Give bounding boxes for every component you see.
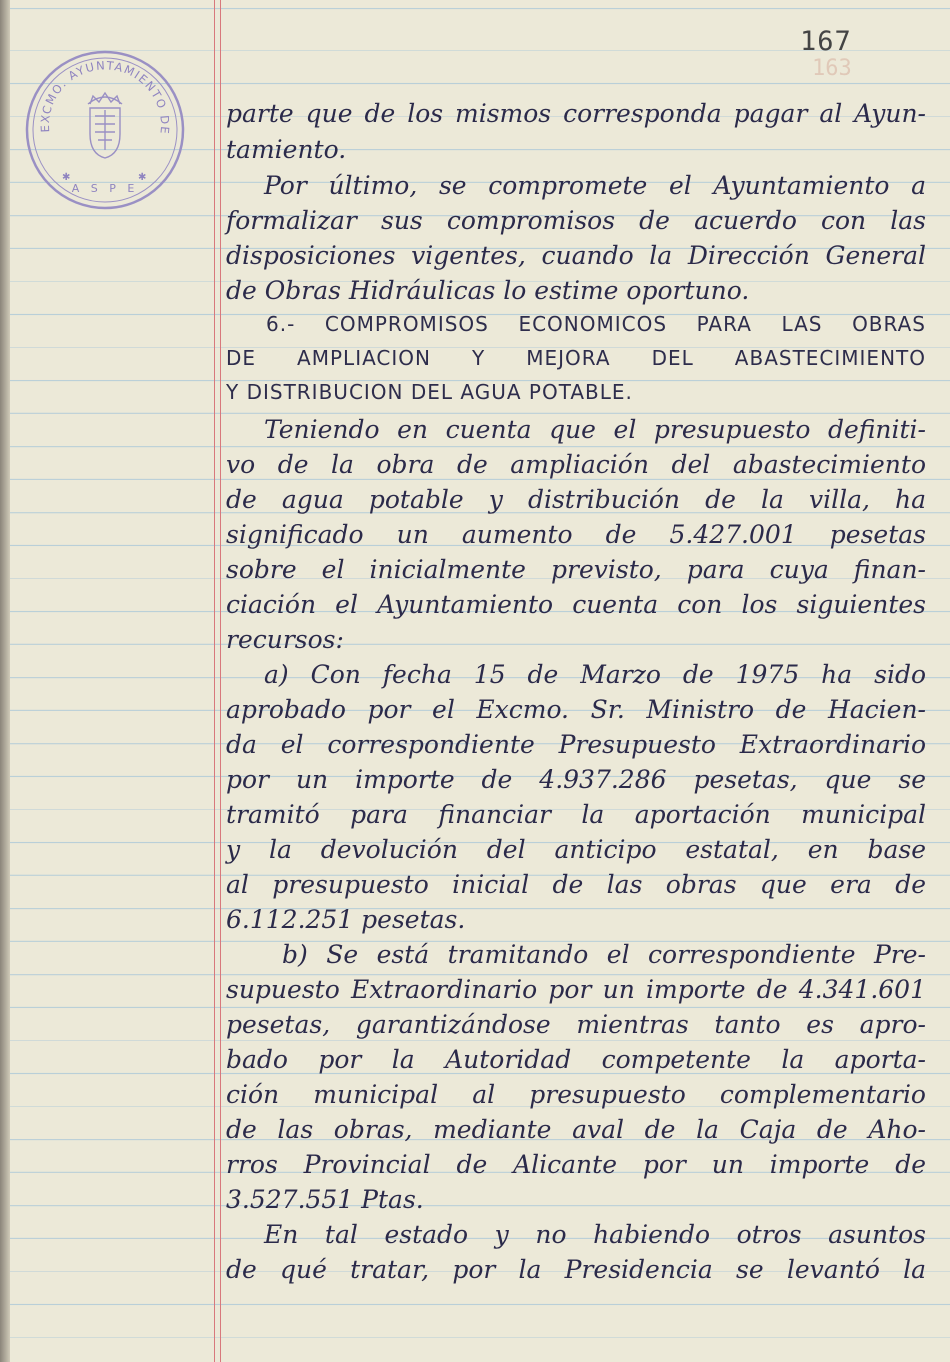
seal-bottom-text: A S P E xyxy=(71,182,139,195)
text-line: aprobado por el Excmo. Sr. Ministro de Hacien- xyxy=(226,695,926,724)
page-binding-edge xyxy=(0,0,10,1362)
text-line: a) Con fecha 15 de Marzo de 1975 ha sido xyxy=(264,660,926,689)
margin-line xyxy=(220,0,221,1362)
text-line: supuesto Extraordinario por un importe de 4.341.601 xyxy=(226,975,926,1004)
text-line: y la devolución del anticipo estatal, en base xyxy=(226,835,926,864)
text-line: ciación el Ayuntamiento cuenta con los siguientes xyxy=(226,590,926,619)
text-line: 3.527.551 Ptas. xyxy=(226,1185,424,1214)
text-line: da el correspondiente Presupuesto Extraordinario xyxy=(226,730,926,759)
text-line: ción municipal al presupuesto complementario xyxy=(226,1080,926,1109)
section-heading-line: 6.- COMPROMISOS ECONOMICOS PARA LAS OBRAS xyxy=(266,312,926,336)
text-line: de qué tratar, por la Presidencia se levantó la xyxy=(226,1255,926,1284)
text-line: de agua potable y distribución de la villa, ha xyxy=(226,485,926,514)
text-line: Teniendo en cuenta que el presupuesto definiti- xyxy=(264,415,926,444)
bleed-through-page-number: 163 xyxy=(812,56,852,81)
text-line: recursos: xyxy=(226,625,344,654)
text-line: parte que de los mismos corresponda pagar al Ayun- xyxy=(226,99,926,128)
text-line: Por último, se compromete el Ayuntamiento a xyxy=(264,171,926,200)
text-line: de las obras, mediante aval de la Caja de Aho- xyxy=(226,1115,926,1144)
section-heading-line: Y DISTRIBUCION DEL AGUA POTABLE. xyxy=(226,380,633,404)
text-line: pesetas, garantizándose mientras tanto es apro- xyxy=(226,1010,926,1039)
svg-text:✱: ✱ xyxy=(138,172,147,183)
text-line: sobre el inicialmente previsto, para cuya finan- xyxy=(226,555,926,584)
text-line: vo de la obra de ampliación del abastecimiento xyxy=(226,450,926,479)
margin-line xyxy=(214,0,215,1362)
text-line: por un importe de 4.937.286 pesetas, que se xyxy=(226,765,926,794)
seal-arc-text: EXCMO. AYUNTAMIENTO DE xyxy=(37,58,173,136)
text-line: bado por la Autoridad competente la aporta- xyxy=(226,1045,926,1074)
svg-text:✱: ✱ xyxy=(62,172,71,183)
text-line: al presupuesto inicial de las obras que era de xyxy=(226,870,926,899)
text-line: formalizar sus compromisos de acuerdo con las xyxy=(226,206,926,235)
text-line: disposiciones vigentes, cuando la Dirección General xyxy=(226,241,926,270)
text-line: significado un aumento de 5.427.001 pesetas xyxy=(226,520,926,549)
text-line: tramitó para financiar la aportación municipal xyxy=(226,800,926,829)
text-line: En tal estado y no habiendo otros asuntos xyxy=(264,1220,926,1249)
text-line: tamiento. xyxy=(226,135,347,164)
text-line: 6.112.251 pesetas. xyxy=(226,905,466,934)
city-hall-seal-stamp xyxy=(20,40,190,210)
section-heading-line: DE AMPLIACION Y MEJORA DEL ABASTECIMIENTO xyxy=(226,346,926,370)
page-number: 167 xyxy=(800,26,852,57)
text-line: b) Se está tramitando el correspondiente Pre- xyxy=(282,940,926,969)
text-line: rros Provincial de Alicante por un importe de xyxy=(226,1150,926,1179)
text-line: de Obras Hidráulicas lo estime oportuno. xyxy=(226,276,750,305)
